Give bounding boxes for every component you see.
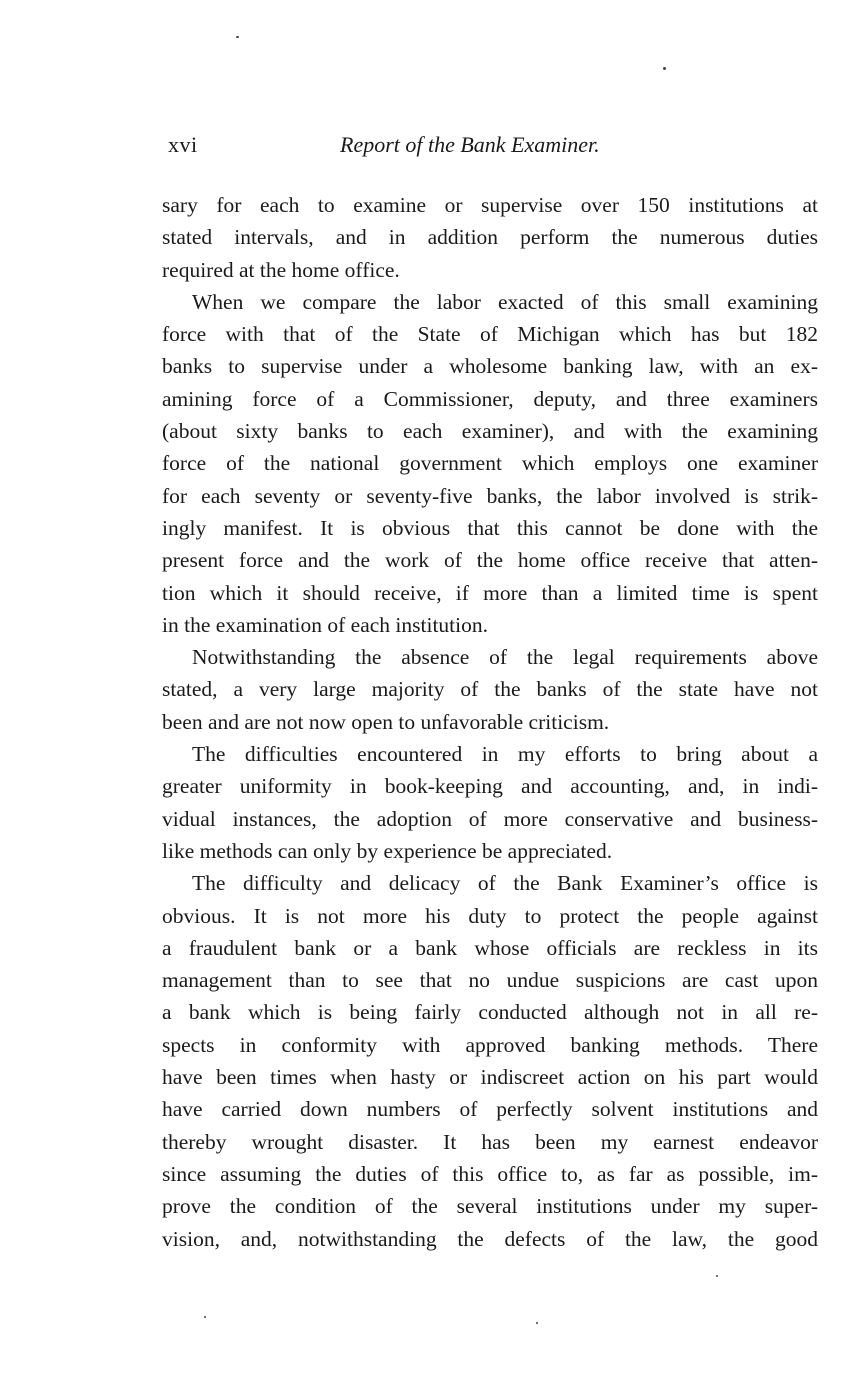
text-line: (about sixty banks to each examiner), and with the examining [162, 419, 818, 444]
scan-speck [204, 1316, 206, 1318]
scan-speck [716, 1275, 718, 1277]
text-line: When we compare the labor exacted of this small examining [192, 289, 818, 314]
text-line: sary for each to examine or supervise over 150 institutions at [162, 193, 818, 217]
text-line: stated, a very large majority of the banks of the state have not [162, 677, 818, 702]
scan-speck [663, 67, 666, 70]
text-line: a bank which is being fairly conducted although not in all re- [162, 1000, 818, 1025]
text-line: stated intervals, and in addition perform the numerous duties [162, 225, 818, 250]
text-line: been and are not now open to unfavorable criticism. [162, 709, 610, 734]
text-line: vision, and, notwithstanding the defects of the law, the good [162, 1226, 818, 1251]
text-line: have carried down numbers of perfectly solvent institutions and [162, 1097, 818, 1122]
text-line: thereby wrought disaster. It has been my earnest endeavor [162, 1129, 818, 1154]
body-text [162, 189, 818, 1255]
scan-speck [236, 36, 239, 38]
text-line: spects in conformity with approved banking methods. There [162, 1032, 818, 1057]
page-header [168, 126, 818, 162]
text-line: in the examination of each institution. [162, 612, 489, 637]
text-line: Notwithstanding the absence of the legal requirements above [192, 645, 818, 670]
text-line: amining force of a Commissioner, deputy, and three examiners [162, 386, 818, 411]
running-title: Report of the Bank Examiner. [340, 132, 600, 157]
page-number: xvi [168, 132, 198, 157]
text-line: tion which it should receive, if more than a limited time is spent [162, 580, 818, 605]
text-line: prove the condition of the several institutions under my super- [162, 1194, 818, 1219]
text-line: greater uniformity in book-keeping and accounting, and, in indi- [162, 774, 818, 799]
text-line: required at the home office. [162, 257, 400, 282]
text-line: like methods can only by experience be appreciated. [162, 838, 613, 863]
text-line: banks to supervise under a wholesome banking law, with an ex- [162, 354, 818, 379]
text-line: present force and the work of the home office receive that atten- [162, 548, 818, 573]
text-line: management than to see that no undue suspicions are cast upon [162, 968, 818, 993]
scan-speck [536, 1322, 538, 1324]
text-line: force of the national government which employs one examiner [162, 451, 818, 476]
text-line: vidual instances, the adoption of more conservative and business- [162, 806, 818, 831]
text-line: force with that of the State of Michigan which has but 182 [162, 322, 818, 347]
text-line: ingly manifest. It is obvious that this cannot be done with the [162, 515, 818, 540]
text-line: a fraudulent bank or a bank whose officials are reckless in its [162, 935, 818, 960]
text-line: The difficulties encountered in my efforts to bring about a [192, 742, 818, 767]
text-line: have been times when hasty or indiscreet action on his part would [162, 1065, 818, 1090]
text-line: since assuming the duties of this office to, as far as possible, im- [162, 1161, 818, 1186]
text-line: for each seventy or seventy-five banks, the labor involved is strik- [162, 483, 818, 508]
text-line: obvious. It is not more his duty to protect the people against [162, 903, 818, 928]
text-line: The difficulty and delicacy of the Bank Examiner’s office is [192, 871, 818, 896]
